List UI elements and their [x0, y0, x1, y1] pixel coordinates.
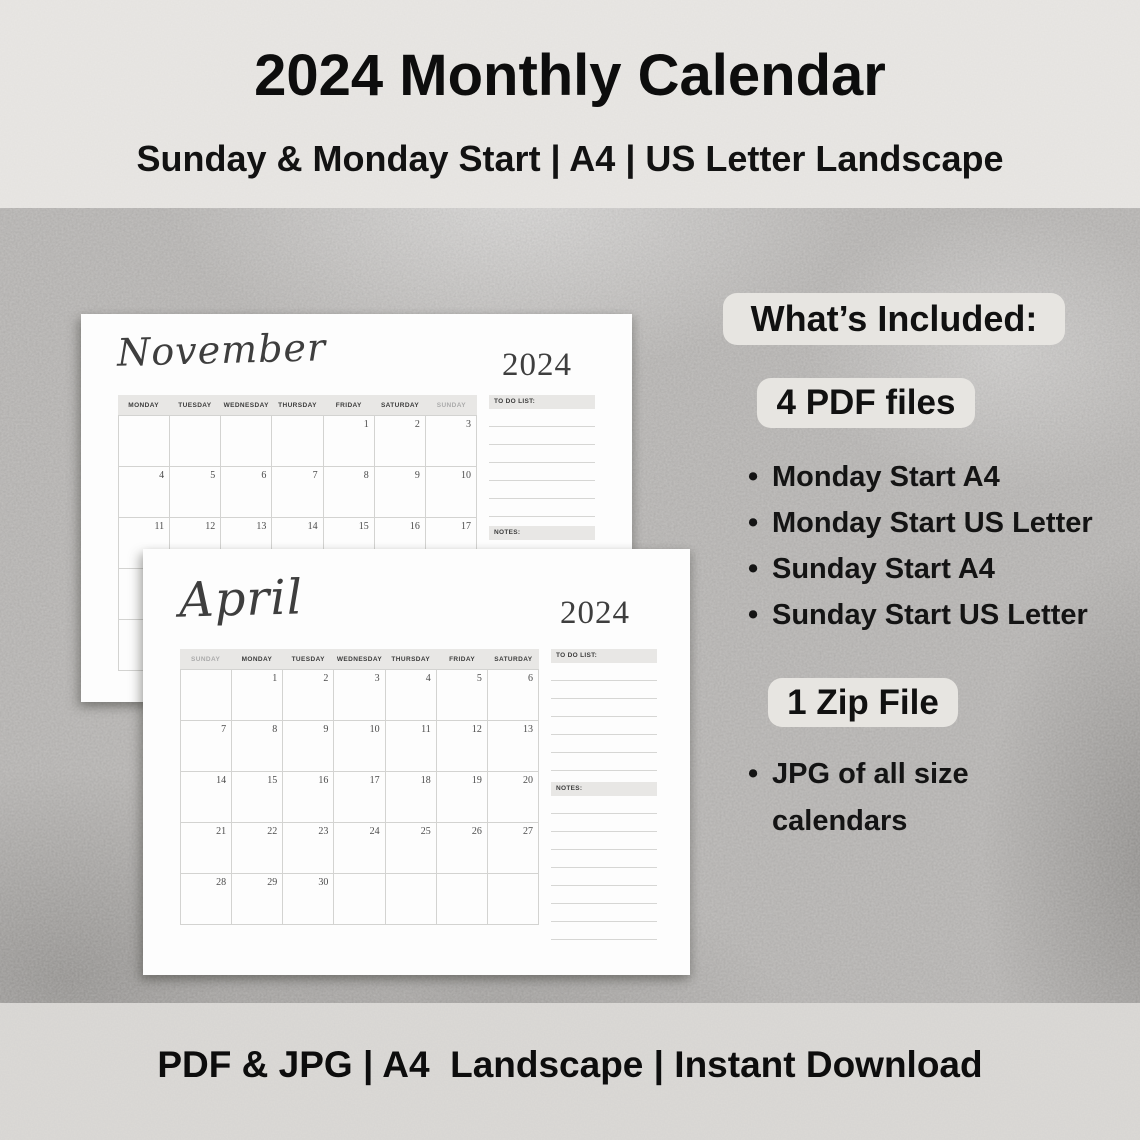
- day-number: 1: [363, 419, 369, 430]
- ruled-line: [551, 753, 657, 771]
- day-cell: [375, 466, 426, 517]
- day-number: 10: [369, 724, 380, 735]
- day-cell: [324, 466, 375, 517]
- bullet-icon: •: [748, 599, 759, 631]
- day-cell: [181, 669, 232, 720]
- ruled-line: [551, 681, 657, 699]
- list-item-label: Monday Start US Letter: [772, 507, 1093, 539]
- todo-section: [489, 395, 595, 517]
- ruled-line: [489, 481, 595, 499]
- day-number: 8: [272, 724, 278, 735]
- day-cell: [437, 771, 488, 822]
- day-header-tuesday: TUESDAY: [178, 401, 212, 409]
- todo-section: [551, 649, 657, 771]
- day-cell: [488, 771, 539, 822]
- day-number: 30: [318, 877, 329, 888]
- day-number: 22: [267, 826, 278, 837]
- todo-lines: [551, 663, 657, 771]
- day-cell: [386, 669, 437, 720]
- ruled-line: [551, 735, 657, 753]
- day-number: 21: [216, 826, 227, 837]
- day-number: 17: [369, 775, 380, 786]
- day-cell: [232, 771, 283, 822]
- day-number: 2: [414, 419, 420, 430]
- day-number: 7: [221, 724, 227, 735]
- todo-header: TO DO LIST:: [489, 395, 595, 409]
- day-cell: [488, 669, 539, 720]
- day-cell: [170, 415, 221, 466]
- day-cell: [181, 873, 232, 924]
- day-number: 15: [267, 775, 278, 786]
- day-cell: [426, 415, 477, 466]
- day-cell: [283, 873, 334, 924]
- pdf-files-list: [748, 454, 1093, 638]
- day-header-friday: FRIDAY: [449, 655, 476, 663]
- list-item: [748, 500, 1093, 546]
- day-number: 8: [363, 470, 369, 481]
- ruled-line: [551, 814, 657, 832]
- list-item-label: JPG of all size calendars: [772, 758, 969, 837]
- day-header-thursday: THURSDAY: [278, 401, 317, 409]
- day-cell: [324, 415, 375, 466]
- whats-included-heading: What’s Included:: [723, 293, 1065, 345]
- notes-section: [551, 782, 657, 940]
- day-number: 6: [527, 673, 533, 684]
- day-cell: [437, 822, 488, 873]
- day-cell: [334, 669, 385, 720]
- day-cell: [334, 873, 385, 924]
- day-number: 18: [420, 775, 431, 786]
- ruled-line: [551, 904, 657, 922]
- day-cell: [232, 669, 283, 720]
- day-header-wednesday: WEDNESDAY: [223, 401, 269, 409]
- ruled-line: [551, 796, 657, 814]
- month-title: April: [178, 569, 304, 629]
- notes-header: NOTES:: [489, 526, 595, 540]
- bullet-icon: •: [748, 553, 759, 585]
- day-cell: [181, 720, 232, 771]
- day-number: 2: [323, 673, 329, 684]
- day-number: 14: [216, 775, 227, 786]
- day-number: 24: [369, 826, 380, 837]
- day-cell: [283, 720, 334, 771]
- day-number: 19: [471, 775, 482, 786]
- ruled-line: [489, 409, 595, 427]
- footer-text: PDF & JPG | A4 Landscape | Instant Download: [157, 1044, 983, 1085]
- list-item: [748, 454, 1093, 500]
- day-header-saturday: SATURDAY: [494, 655, 533, 663]
- day-number: 4: [159, 470, 165, 481]
- day-number: 15: [358, 521, 369, 532]
- ruled-line: [489, 427, 595, 445]
- day-number: 26: [471, 826, 482, 837]
- day-header-wednesday: WEDNESDAY: [336, 655, 383, 663]
- todo-header: TO DO LIST:: [551, 649, 657, 663]
- day-header-monday: MONDAY: [128, 401, 159, 409]
- day-number: 16: [409, 521, 420, 532]
- ruled-line: [551, 717, 657, 735]
- day-number: 11: [154, 521, 165, 532]
- year-label: 2024: [502, 347, 572, 383]
- year-label: 2024: [560, 595, 630, 631]
- day-number: 10: [460, 470, 471, 481]
- list-item: [748, 546, 1093, 592]
- ruled-line: [551, 922, 657, 940]
- day-cell: [170, 466, 221, 517]
- day-number: 28: [216, 877, 227, 888]
- day-number: 17: [460, 521, 471, 532]
- day-header-sunday: SUNDAY: [436, 401, 466, 409]
- day-number: 23: [318, 826, 329, 837]
- bullet-icon: •: [748, 507, 759, 539]
- day-cell: [232, 873, 283, 924]
- ruled-line: [489, 499, 595, 517]
- month-title: November: [116, 325, 327, 375]
- day-cell: [232, 822, 283, 873]
- day-cell: [488, 720, 539, 771]
- day-cell: [221, 415, 272, 466]
- day-cell: [386, 822, 437, 873]
- day-number: 5: [210, 470, 216, 481]
- day-header-friday: FRIDAY: [335, 401, 362, 409]
- day-number: 9: [414, 470, 420, 481]
- day-number: 11: [421, 724, 431, 735]
- day-cell: [437, 720, 488, 771]
- day-header-thursday: THURSDAY: [391, 655, 431, 663]
- month-grid: [180, 649, 539, 925]
- day-cell: [283, 771, 334, 822]
- day-cell: [334, 822, 385, 873]
- notes-lines: [551, 796, 657, 940]
- ruled-line: [551, 832, 657, 850]
- day-cell: [334, 771, 385, 822]
- page-title: 2024 Monthly Calendar: [254, 43, 886, 108]
- day-number: 5: [476, 673, 482, 684]
- day-cell: [488, 873, 539, 924]
- day-cell: [283, 669, 334, 720]
- day-cell: [221, 466, 272, 517]
- calendar-page-april: [143, 549, 690, 975]
- ruled-line: [551, 699, 657, 717]
- day-number: 6: [261, 470, 267, 481]
- day-number: 12: [205, 521, 216, 532]
- day-cell: [181, 771, 232, 822]
- day-header-sunday: SUNDAY: [191, 655, 221, 663]
- day-cell: [437, 669, 488, 720]
- todo-lines: [489, 409, 595, 517]
- day-number: 12: [471, 724, 482, 735]
- ruled-line: [489, 463, 595, 481]
- day-number: 9: [323, 724, 329, 735]
- day-number: 16: [318, 775, 329, 786]
- day-number: 25: [420, 826, 431, 837]
- day-cell: [272, 466, 323, 517]
- day-number: 20: [522, 775, 533, 786]
- ruled-line: [551, 850, 657, 868]
- day-cell: [386, 771, 437, 822]
- day-cell: [375, 415, 426, 466]
- day-header-saturday: SATURDAY: [380, 401, 420, 409]
- day-cell: [386, 720, 437, 771]
- day-number: 13: [522, 724, 533, 735]
- day-number: 7: [312, 470, 318, 481]
- day-number: 14: [307, 521, 318, 532]
- day-cell: [119, 415, 170, 466]
- calendar-cells: [180, 669, 539, 925]
- list-item: [748, 751, 1007, 845]
- page-subtitle: Sunday & Monday Start | A4 | US Letter Landscape: [136, 138, 1004, 179]
- weekday-header-row: [118, 395, 477, 415]
- notes-header: NOTES:: [551, 782, 657, 796]
- zip-file-badge: 1 Zip File: [768, 678, 958, 727]
- day-cell: [426, 466, 477, 517]
- day-cell: [119, 466, 170, 517]
- day-cell: [181, 822, 232, 873]
- ruled-line: [551, 868, 657, 886]
- day-number: 3: [374, 673, 380, 684]
- day-cell: [437, 873, 488, 924]
- day-number: 1: [272, 673, 278, 684]
- day-cell: [232, 720, 283, 771]
- weekday-header-row: [180, 649, 539, 669]
- bullet-icon: •: [748, 461, 759, 493]
- day-number: 4: [425, 673, 431, 684]
- zip-contents-list: [748, 751, 1007, 845]
- pdf-files-badge: 4 PDF files: [757, 378, 975, 428]
- day-number: 29: [267, 877, 278, 888]
- list-item-label: Monday Start A4: [772, 461, 1000, 493]
- ruled-line: [551, 886, 657, 904]
- ruled-line: [551, 663, 657, 681]
- list-item: [748, 592, 1093, 638]
- list-item-label: Sunday Start US Letter: [772, 599, 1088, 631]
- bullet-icon: •: [748, 758, 759, 790]
- list-item-label: Sunday Start A4: [772, 553, 995, 585]
- ruled-line: [489, 445, 595, 463]
- day-number: 13: [256, 521, 267, 532]
- day-cell: [334, 720, 385, 771]
- day-header-tuesday: TUESDAY: [291, 655, 325, 663]
- day-cell: [488, 822, 539, 873]
- day-number: 27: [522, 826, 533, 837]
- day-cell: [283, 822, 334, 873]
- day-cell: [386, 873, 437, 924]
- day-number: 3: [465, 419, 471, 430]
- day-cell: [272, 415, 323, 466]
- day-header-monday: MONDAY: [241, 655, 273, 663]
